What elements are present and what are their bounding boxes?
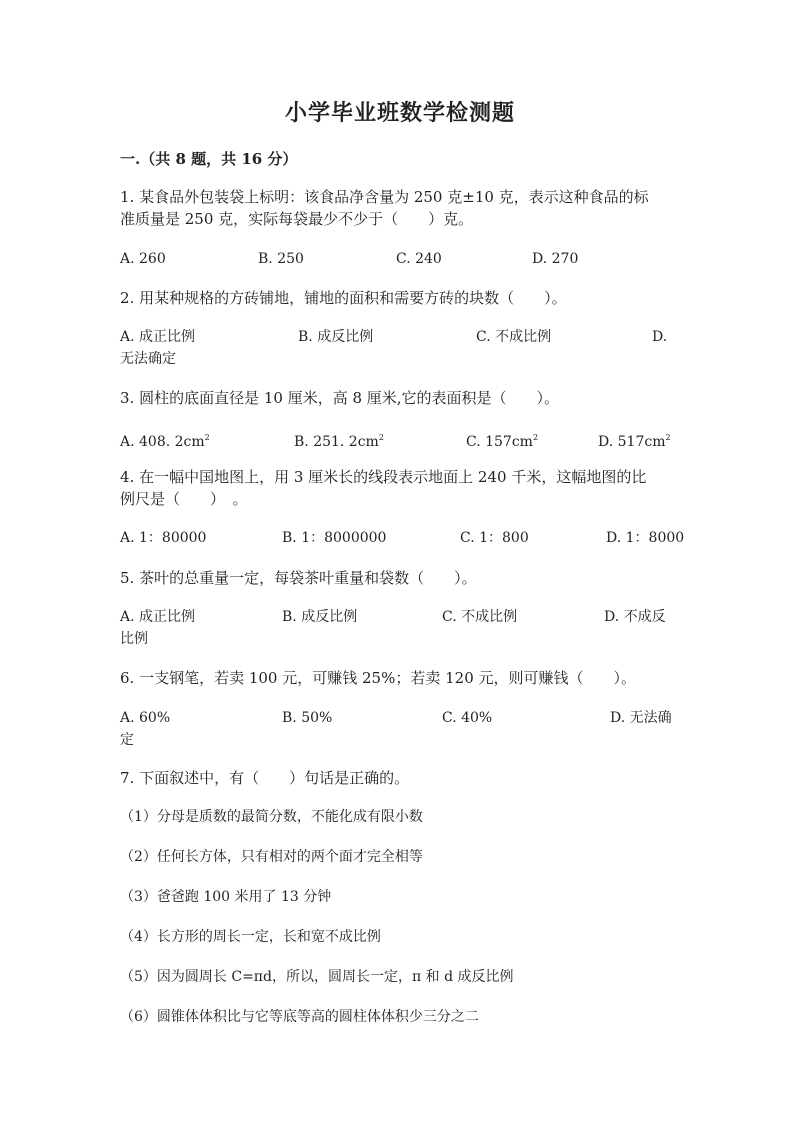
option-d-wrap: 无法确定 <box>120 351 176 367</box>
question-5 <box>120 567 680 589</box>
option-d: D. 1：8000 <box>606 530 685 546</box>
option-d: D. <box>652 329 668 345</box>
option-c: C. 不成比例 <box>476 329 552 345</box>
option-d-wrap: 比例 <box>120 631 148 647</box>
option-a: A. 260 <box>120 251 166 267</box>
option-d: D. 无法确 <box>610 710 672 726</box>
question-3-line-1: 3. 圆柱的底面直径是 10 厘米，高 8 厘米,它的表面积是（ ）。 <box>120 389 560 407</box>
option-c: C. 不成比例 <box>442 609 518 625</box>
statement-6: （6）圆锥体体积比与它等底等高的圆柱体体积少三分之二 <box>120 1009 479 1025</box>
section-heading: 一.（共 8 题，共 16 分） <box>120 150 298 168</box>
question-2 <box>120 287 680 309</box>
option-a: A. 408. $2cm^2$ <box>120 433 210 450</box>
question-4 <box>120 466 680 510</box>
statement-1: （1）分母是质数的最简分数，不能化成有限小数 <box>120 809 423 825</box>
option-a: A. 1：80000 <box>120 530 207 546</box>
option-b: B. 成反比例 <box>298 329 374 345</box>
question-3 <box>120 387 680 409</box>
question-2-line-1: 2. 用某种规格的方砖铺地，铺地的面积和需要方砖的块数（ ）。 <box>120 289 567 307</box>
question-1 <box>120 186 680 230</box>
option-b: B. 251. $2cm^2$ <box>294 433 384 450</box>
option-d: D. 270 <box>532 251 579 267</box>
option-c: C. $157cm^2$ <box>466 433 539 450</box>
option-a: A. 成正比例 <box>120 609 196 625</box>
option-d-wrap: 定 <box>120 732 134 748</box>
question-6-line-1: 6. 一支钢笔，若卖 100 元，可赚钱 25%；若卖 120 元，则可赚钱（ ）。 <box>120 669 637 687</box>
option-c: C. 40% <box>442 710 493 726</box>
statement-2: （2）任何长方体，只有相对的两个面才完全相等 <box>120 849 423 865</box>
question-6 <box>120 667 680 689</box>
question-4-line-1: 4. 在一幅中国地图上，用 3 厘米长的线段表示地面上 240 千米，这幅地图的比 <box>120 468 647 486</box>
statement-4: （4）长方形的周长一定，长和宽不成比例 <box>120 929 381 945</box>
statement-3: （3）爸爸跑 100 米用了 13 分钟 <box>120 889 332 905</box>
option-c: C. 1：800 <box>460 530 529 546</box>
question-7-line-1: 7. 下面叙述中，有（ ）句话是正确的。 <box>120 769 410 787</box>
question-7 <box>120 767 680 789</box>
option-b: B. 50% <box>282 710 333 726</box>
option-b: B. 250 <box>258 251 304 267</box>
question-1-line-1: 1. 某食品外包装袋上标明：该食品净含量为 250 克±10 克，表示这种食品的标 <box>120 188 649 206</box>
question-5-line-1: 5. 茶叶的总重量一定，每袋茶叶重量和袋数（ ）。 <box>120 569 477 587</box>
question-1-line-2: 准质量是 250 克，实际每袋最少不少于（ ）克。 <box>120 210 474 228</box>
page-title: 小学毕业班数学检测题 <box>284 100 515 126</box>
option-b: B. 成反比例 <box>282 609 358 625</box>
statement-5: （5）因为圆周长 C=πd，所以，圆周长一定，π 和 d 成反比例 <box>120 969 514 985</box>
option-c: C. 240 <box>396 251 442 267</box>
option-a: A. 60% <box>120 710 171 726</box>
option-d: D. $517cm^2$ <box>598 433 671 450</box>
option-d: D. 不成反 <box>604 609 666 625</box>
option-a: A. 成正比例 <box>120 329 196 345</box>
question-4-line-2: 例尺是（ ） 。 <box>120 490 248 508</box>
option-b: B. 1：8000000 <box>282 530 387 546</box>
